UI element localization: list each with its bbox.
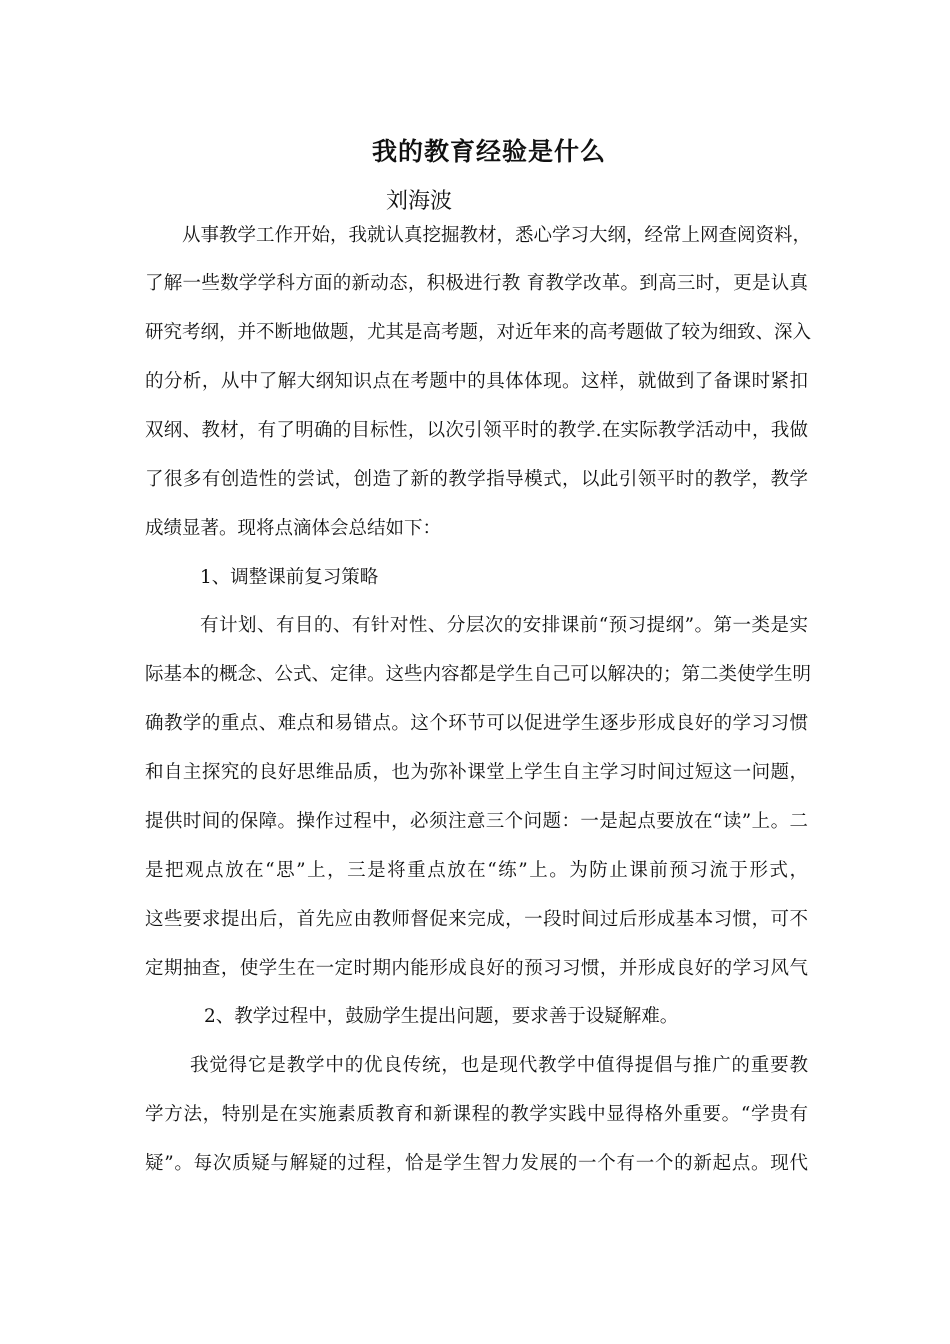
paragraph-line: 这些要求提出后，首先应由教师督促来完成，一段时间过后形成基本习惯，可不 [145,909,808,930]
paragraph-line: 际基本的概念、公式、定律。这些内容都是学生自己可以解决的；第二类使学生明 [145,664,812,685]
paragraph-line: 确教学的重点、难点和易错点。这个环节可以促进学生逐步形成良好的学习习惯 [145,713,808,734]
section-heading: 1、调整课前复习策略 [200,567,379,588]
paragraph-line: 了很多有创造性的尝试，创造了新的教学指导模式，以此引领平时的教学，教学 [145,469,808,490]
page-title: 我的教育经验是什么 [371,137,606,166]
paragraph-line: 有计划、有目的、有针对性、分层次的安排课前“预习提纲”。第一类是实 [200,615,808,636]
paragraph-line: 疑”。每次质疑与解疑的过程，恰是学生智力发展的一个有一个的新起点。现代 [145,1153,808,1174]
paragraph-line: 的分析，从中了解大纲知识点在考题中的具体体现。这样，就做到了备课时紧扣 [145,371,808,392]
paragraph-line: 双纲、教材，有了明确的目标性，以次引领平时的教学.在实际教学活动中，我做 [145,420,808,441]
author-name: 刘海波 [386,189,453,214]
paragraph-line: 定期抽查，使学生在一定时期内能形成良好的预习习惯，并形成良好的学习风气 [145,958,808,979]
paragraph-line: 是把观点放在“思”上，三是将重点放在“练”上。为防止课前预习流于形式， [145,860,808,881]
paragraph-line: 研究考纲，并不断地做题，尤其是高考题，对近年来的高考题做了较为细致、深入 [145,322,812,343]
section-heading: 2、教学过程中，鼓励学生提出问题，要求善于设疑解难。 [204,1006,679,1027]
paragraph-line: 学方法，特别是在实施素质教育和新课程的教学实践中显得格外重要。“学贵有 [145,1104,808,1125]
paragraph-line: 成绩显著。现将点滴体会总结如下： [145,518,442,539]
paragraph-line: 了解一些数学学科方面的新动态，积极进行教 育教学改革。到高三时，更是认真 [145,273,808,294]
paragraph-line: 和自主探究的良好思维品质，也为弥补课堂上学生自主学习时间过短这一问题， [145,762,808,783]
paragraph-line: 我觉得它是教学中的优良传统，也是现代教学中值得提倡与推广的重要教 [190,1055,808,1076]
paragraph-line: 从事教学工作开始，我就认真挖掘教材，悉心学习大纲，经常上网查阅资料， [182,225,812,246]
paragraph-line: 提供时间的保障。操作过程中，必须注意三个问题：一是起点要放在“读”上。二 [145,811,808,832]
